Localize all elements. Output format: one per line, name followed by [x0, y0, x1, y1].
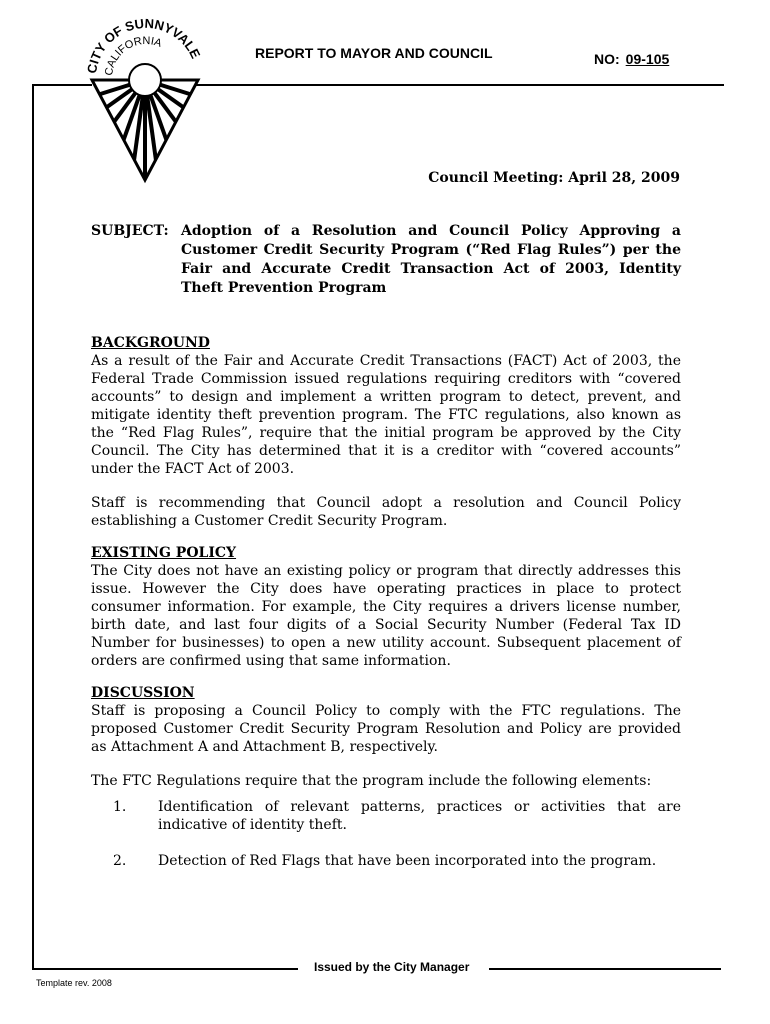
report-body: [91, 334, 681, 888]
council-meeting-date: Council Meeting: April 28, 2009: [428, 170, 680, 186]
background-heading: BACKGROUND: [91, 335, 210, 351]
list-item: [91, 852, 681, 870]
background-paragraph-1: As a result of the Fair and Accurate Credit Transactions (FACT) Act of 2003, the Federal Trade Commission issued regulations requiring creditors with “covered accounts” to design and implement a written program to detect, prevent, and mitigate identity theft prevention program. The FTC regulations, also known as the “Red Flag Rules”, require that the initial program be approved by the City Council. The City has determined that it is a creditor with “covered accounts” under the FACT Act of 2003.: [91, 353, 681, 477]
list-item-text: Identification of relevant patterns, practices or activities that are indicative of identity theft.: [158, 799, 681, 833]
discussion-paragraph-1: Staff is proposing a Council Policy to comply with the FTC regulations. The proposed Customer Credit Security Program Resolution and Policy are provided as Attachment A and Attachment B, respectively.: [91, 703, 681, 755]
existing-policy-paragraph: The City does not have an existing policy or program that directly addresses this issue. However the City does have operating practices in place to protect consumer information. For example, the City requires a drivers license number, birth date, and last four digits of a Social Security Number (Federal Tax ID Number for businesses) to open a new utility account. Subsequent placement of orders are confirmed using that same information.: [91, 563, 681, 669]
list-item-number: 1.: [113, 799, 127, 815]
city-seal-logo: [86, 18, 204, 184]
elements-list: [91, 798, 681, 870]
list-item-text: Detection of Red Flags that have been incorporated into the program.: [158, 853, 657, 869]
discussion-heading: DISCUSSION: [91, 685, 195, 701]
existing-policy-heading: EXISTING POLICY: [91, 545, 237, 561]
report-number-value: 09-105: [625, 51, 670, 67]
template-revision: Template rev. 2008: [36, 978, 112, 988]
subject-text: Adoption of a Resolution and Council Policy Approving a Customer Credit Security Program (“Red Flag Rules”) per the Fair and Accurate Credit Transaction Act of 2003, Identity Theft Prevention Program: [181, 223, 681, 296]
report-number: [594, 51, 669, 67]
subject-label: SUBJECT:: [91, 223, 169, 239]
report-title: REPORT TO MAYOR AND COUNCIL: [255, 45, 493, 61]
header-rule-right: [196, 84, 724, 86]
background-paragraph-2: Staff is recommending that Council adopt a resolution and Council Policy establishing a Customer Credit Security Program.: [91, 495, 681, 529]
issued-by-label: Issued by the City Manager: [314, 960, 470, 974]
footer-rule-left: [32, 968, 298, 970]
discussion-paragraph-2: The FTC Regulations require that the program include the following elements:: [91, 773, 652, 789]
left-margin-rule: [32, 84, 34, 970]
footer-rule-right: [489, 968, 721, 970]
svg-text:CALIFORNIA: CALIFORNIA: [102, 34, 164, 77]
header-rule-left: [32, 84, 92, 86]
svg-text:CITY OF SUNNYVALE: ITY OF SUNNYVALE: [86, 18, 204, 66]
list-item: [91, 798, 681, 834]
list-item-number: 2.: [113, 853, 127, 869]
report-number-label: NO:: [594, 51, 620, 67]
